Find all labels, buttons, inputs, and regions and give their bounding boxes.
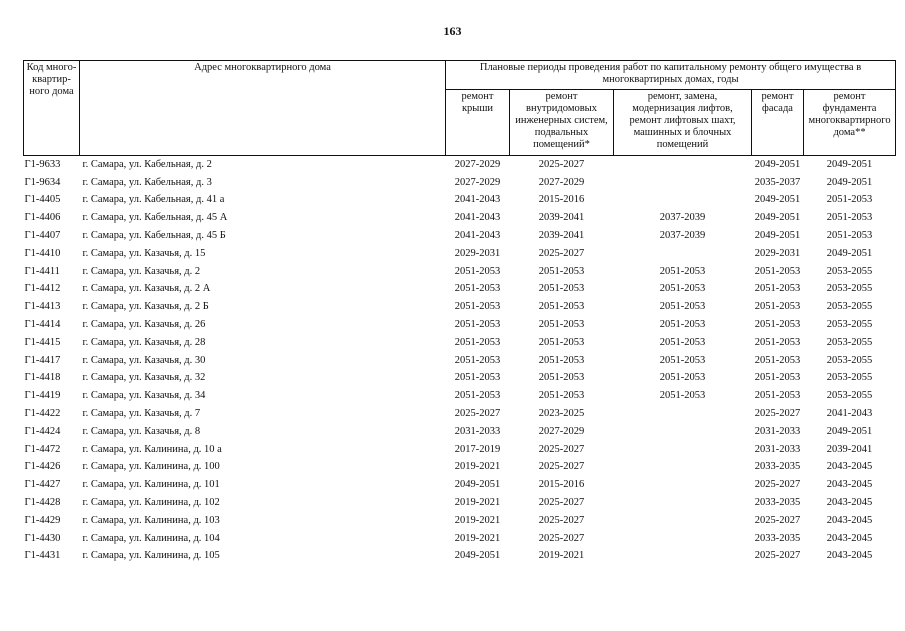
cell-roof: 2041-2043 xyxy=(454,212,501,224)
cell-foundation: 2043-2045 xyxy=(826,532,873,544)
cell-code: Г1-4429 xyxy=(24,514,61,526)
cell-foundation: 2043-2045 xyxy=(826,550,873,562)
cell-roof: 2051-2053 xyxy=(454,301,501,313)
cell-foundation: 2053-2055 xyxy=(826,265,873,277)
cell-roof: 2051-2053 xyxy=(454,265,501,277)
cell-roof: 2019-2021 xyxy=(454,461,501,473)
table-row xyxy=(24,370,896,388)
table-row xyxy=(24,174,896,192)
cell-engineering: 2051-2053 xyxy=(538,319,585,331)
cell-code: Г1-4406 xyxy=(24,212,61,224)
cell-facade: 2029-2031 xyxy=(754,247,801,259)
cell-foundation: 2053-2055 xyxy=(826,283,873,295)
cell-facade: 2051-2053 xyxy=(754,283,801,295)
cell-engineering: 2051-2053 xyxy=(538,301,585,313)
cell-code: Г1-4422 xyxy=(24,408,61,420)
cell-address: г. Самара, ул. Калинина, д. 104 xyxy=(82,532,220,544)
cell-address: г. Самара, ул. Казачья, д. 8 xyxy=(82,425,201,437)
cell-address: г. Самара, ул. Казачья, д. 15 xyxy=(82,247,206,259)
header-foundation: ремонт фундамента многоквартирного дома** xyxy=(804,90,896,156)
cell-code: Г1-4417 xyxy=(24,354,61,366)
page-number: 163 xyxy=(443,24,462,38)
cell-code: Г1-4414 xyxy=(24,319,61,331)
cell-foundation: 2043-2045 xyxy=(826,461,873,473)
cell-foundation: 2053-2055 xyxy=(826,390,873,402)
cell-roof: 2029-2031 xyxy=(454,247,501,259)
cell-engineering: 2027-2029 xyxy=(538,176,585,188)
cell-lifts xyxy=(614,512,752,530)
cell-code: Г1-4424 xyxy=(24,425,61,437)
cell-facade: 2049-2051 xyxy=(754,194,801,206)
cell-address: г. Самара, ул. Казачья, д. 2 xyxy=(82,265,201,277)
repair-schedule-table xyxy=(23,60,896,565)
table-row xyxy=(24,512,896,530)
header-periods-group: Плановые периоды проведения работ по капитальному ремонту общего имущества в многоквартирных домах, годы xyxy=(446,61,896,90)
table-row xyxy=(24,459,896,477)
table-row xyxy=(24,281,896,299)
cell-facade: 2033-2035 xyxy=(754,532,801,544)
cell-facade: 2025-2027 xyxy=(754,550,801,562)
cell-facade: 2051-2053 xyxy=(754,390,801,402)
table-row xyxy=(24,227,896,245)
table-row xyxy=(24,245,896,263)
table-row xyxy=(24,530,896,548)
cell-lifts: 2051-2053 xyxy=(659,336,706,348)
table-header xyxy=(24,61,896,156)
cell-roof: 2051-2053 xyxy=(454,319,501,331)
cell-engineering: 2051-2053 xyxy=(538,390,585,402)
cell-code: Г1-4428 xyxy=(24,497,61,509)
cell-code: Г1-4419 xyxy=(24,390,61,402)
cell-address: г. Самара, ул. Кабельная, д. 45 Б xyxy=(82,230,226,242)
cell-roof: 2041-2043 xyxy=(454,194,501,206)
cell-lifts: 2051-2053 xyxy=(659,265,706,277)
cell-lifts xyxy=(614,405,752,423)
cell-address: г. Самара, ул. Кабельная, д. 2 xyxy=(82,158,212,170)
cell-code: Г1-4405 xyxy=(24,194,61,206)
cell-lifts: 2051-2053 xyxy=(659,354,706,366)
cell-engineering: 2019-2021 xyxy=(538,550,585,562)
cell-engineering: 2051-2053 xyxy=(538,354,585,366)
table-row xyxy=(24,156,896,174)
cell-lifts: 2037-2039 xyxy=(659,230,706,242)
cell-foundation: 2049-2051 xyxy=(826,158,873,170)
cell-facade: 2049-2051 xyxy=(754,212,801,224)
table-row xyxy=(24,263,896,281)
cell-engineering: 2051-2053 xyxy=(538,283,585,295)
cell-lifts: 2051-2053 xyxy=(659,301,706,313)
cell-lifts xyxy=(614,548,752,566)
header-address: Адрес многоквартирного дома xyxy=(80,61,446,156)
table-row xyxy=(24,441,896,459)
cell-lifts xyxy=(614,441,752,459)
cell-engineering: 2027-2029 xyxy=(538,425,585,437)
cell-foundation: 2053-2055 xyxy=(826,336,873,348)
table-row xyxy=(24,423,896,441)
cell-code: Г1-4418 xyxy=(24,372,61,384)
header-engineering: ремонт внутридомовых инженерных систем, подвальных помещений* xyxy=(510,90,614,156)
cell-roof: 2051-2053 xyxy=(454,354,501,366)
table-row xyxy=(24,298,896,316)
cell-code: Г1-4407 xyxy=(24,230,61,242)
cell-address: г. Самара, ул. Казачья, д. 2 А xyxy=(82,283,211,295)
cell-lifts: 2037-2039 xyxy=(659,212,706,224)
cell-address: г. Самара, ул. Казачья, д. 32 xyxy=(82,372,206,384)
cell-lifts xyxy=(614,476,752,494)
table-row xyxy=(24,387,896,405)
cell-lifts: 2051-2053 xyxy=(659,372,706,384)
table-row xyxy=(24,476,896,494)
cell-foundation: 2051-2053 xyxy=(826,230,873,242)
cell-address: г. Самара, ул. Кабельная, д. 41 а xyxy=(82,194,225,206)
cell-address: г. Самара, ул. Калинина, д. 100 xyxy=(82,461,220,473)
cell-address: г. Самара, ул. Казачья, д. 28 xyxy=(82,336,206,348)
cell-address: г. Самара, ул. Казачья, д. 30 xyxy=(82,354,206,366)
cell-foundation: 2041-2043 xyxy=(826,408,873,420)
cell-address: г. Самара, ул. Кабельная, д. 45 А xyxy=(82,212,228,224)
cell-facade: 2035-2037 xyxy=(754,176,801,188)
cell-engineering: 2025-2027 xyxy=(538,532,585,544)
cell-engineering: 2051-2053 xyxy=(538,265,585,277)
cell-address: г. Самара, ул. Калинина, д. 103 xyxy=(82,514,220,526)
cell-roof: 2051-2053 xyxy=(454,372,501,384)
header-code: Код много-квартир-ного дома xyxy=(24,61,80,156)
cell-lifts xyxy=(614,494,752,512)
cell-engineering: 2051-2053 xyxy=(538,372,585,384)
cell-address: г. Самара, ул. Казачья, д. 26 xyxy=(82,319,206,331)
cell-engineering: 2039-2041 xyxy=(538,212,585,224)
table-body xyxy=(24,156,896,566)
cell-foundation: 2039-2041 xyxy=(826,443,873,455)
cell-roof: 2019-2021 xyxy=(454,497,501,509)
cell-roof: 2027-2029 xyxy=(454,176,501,188)
cell-lifts xyxy=(614,156,752,174)
cell-facade: 2025-2027 xyxy=(754,408,801,420)
cell-engineering: 2015-2016 xyxy=(538,479,585,491)
cell-engineering: 2039-2041 xyxy=(538,230,585,242)
cell-foundation: 2053-2055 xyxy=(826,372,873,384)
cell-engineering: 2015-2016 xyxy=(538,194,585,206)
cell-foundation: 2053-2055 xyxy=(826,319,873,331)
cell-code: Г1-4427 xyxy=(24,479,61,491)
cell-foundation: 2043-2045 xyxy=(826,514,873,526)
cell-roof: 2025-2027 xyxy=(454,408,501,420)
cell-code: Г1-9633 xyxy=(24,158,61,170)
cell-foundation: 2053-2055 xyxy=(826,354,873,366)
cell-code: Г1-4410 xyxy=(24,247,61,259)
cell-address: г. Самара, ул. Кабельная, д. 3 xyxy=(82,176,212,188)
cell-lifts xyxy=(614,192,752,210)
cell-engineering: 2051-2053 xyxy=(538,336,585,348)
cell-lifts xyxy=(614,423,752,441)
cell-code: Г1-4426 xyxy=(24,461,61,473)
cell-roof: 2017-2019 xyxy=(454,443,501,455)
table-row xyxy=(24,192,896,210)
cell-facade: 2049-2051 xyxy=(754,230,801,242)
cell-facade: 2051-2053 xyxy=(754,354,801,366)
cell-facade: 2051-2053 xyxy=(754,372,801,384)
cell-engineering: 2025-2027 xyxy=(538,497,585,509)
cell-code: Г1-4415 xyxy=(24,336,61,348)
cell-address: г. Самара, ул. Казачья, д. 2 Б xyxy=(82,301,209,313)
table-row xyxy=(24,352,896,370)
cell-address: г. Самара, ул. Калинина, д. 102 xyxy=(82,497,220,509)
cell-facade: 2049-2051 xyxy=(754,158,801,170)
cell-lifts xyxy=(614,245,752,263)
table-row xyxy=(24,209,896,227)
cell-lifts: 2051-2053 xyxy=(659,319,706,331)
cell-roof: 2051-2053 xyxy=(454,390,501,402)
cell-facade: 2031-2033 xyxy=(754,425,801,437)
cell-facade: 2051-2053 xyxy=(754,336,801,348)
cell-facade: 2051-2053 xyxy=(754,301,801,313)
cell-lifts xyxy=(614,530,752,548)
cell-facade: 2025-2027 xyxy=(754,514,801,526)
cell-lifts: 2051-2053 xyxy=(659,283,706,295)
cell-lifts xyxy=(614,174,752,192)
cell-foundation: 2043-2045 xyxy=(826,497,873,509)
cell-engineering: 2025-2027 xyxy=(538,514,585,526)
header-facade: ремонт фасада xyxy=(752,90,804,156)
cell-foundation: 2053-2055 xyxy=(826,301,873,313)
table-row xyxy=(24,548,896,566)
cell-engineering: 2025-2027 xyxy=(538,247,585,259)
header-lifts: ремонт, замена, модернизация лифтов, ремонт лифтовых шахт, машинных и блочных помещений xyxy=(614,90,752,156)
cell-engineering: 2025-2027 xyxy=(538,158,585,170)
cell-roof: 2049-2051 xyxy=(454,479,501,491)
cell-facade: 2031-2033 xyxy=(754,443,801,455)
cell-roof: 2019-2021 xyxy=(454,532,501,544)
cell-engineering: 2023-2025 xyxy=(538,408,585,420)
table-row xyxy=(24,334,896,352)
cell-engineering: 2025-2027 xyxy=(538,443,585,455)
cell-facade: 2025-2027 xyxy=(754,479,801,491)
cell-address: г. Самара, ул. Казачья, д. 7 xyxy=(82,408,201,420)
cell-code: Г1-4431 xyxy=(24,550,61,562)
cell-roof: 2051-2053 xyxy=(454,283,501,295)
cell-lifts xyxy=(614,459,752,477)
cell-foundation: 2051-2053 xyxy=(826,212,873,224)
header-roof: ремонт крыши xyxy=(446,90,510,156)
cell-roof: 2027-2029 xyxy=(454,158,501,170)
cell-code: Г1-4411 xyxy=(24,265,60,277)
cell-address: г. Самара, ул. Калинина, д. 101 xyxy=(82,479,220,491)
table-row xyxy=(24,405,896,423)
cell-roof: 2041-2043 xyxy=(454,230,501,242)
cell-roof: 2019-2021 xyxy=(454,514,501,526)
cell-facade: 2051-2053 xyxy=(754,265,801,277)
cell-code: Г1-4430 xyxy=(24,532,61,544)
cell-facade: 2033-2035 xyxy=(754,497,801,509)
cell-foundation: 2043-2045 xyxy=(826,479,873,491)
cell-address: г. Самара, ул. Калинина, д. 10 а xyxy=(82,443,222,455)
table-row xyxy=(24,316,896,334)
cell-lifts: 2051-2053 xyxy=(659,390,706,402)
table-row xyxy=(24,494,896,512)
cell-foundation: 2049-2051 xyxy=(826,425,873,437)
cell-engineering: 2025-2027 xyxy=(538,461,585,473)
cell-code: Г1-9634 xyxy=(24,176,61,188)
cell-address: г. Самара, ул. Калинина, д. 105 xyxy=(82,550,220,562)
cell-foundation: 2049-2051 xyxy=(826,176,873,188)
cell-address: г. Самара, ул. Казачья, д. 34 xyxy=(82,390,206,402)
cell-facade: 2033-2035 xyxy=(754,461,801,473)
cell-facade: 2051-2053 xyxy=(754,319,801,331)
cell-foundation: 2049-2051 xyxy=(826,247,873,259)
cell-roof: 2049-2051 xyxy=(454,550,501,562)
cell-code: Г1-4472 xyxy=(24,443,61,455)
cell-roof: 2031-2033 xyxy=(454,425,501,437)
cell-code: Г1-4413 xyxy=(24,301,61,313)
cell-foundation: 2051-2053 xyxy=(826,194,873,206)
cell-code: Г1-4412 xyxy=(24,283,61,295)
cell-roof: 2051-2053 xyxy=(454,336,501,348)
